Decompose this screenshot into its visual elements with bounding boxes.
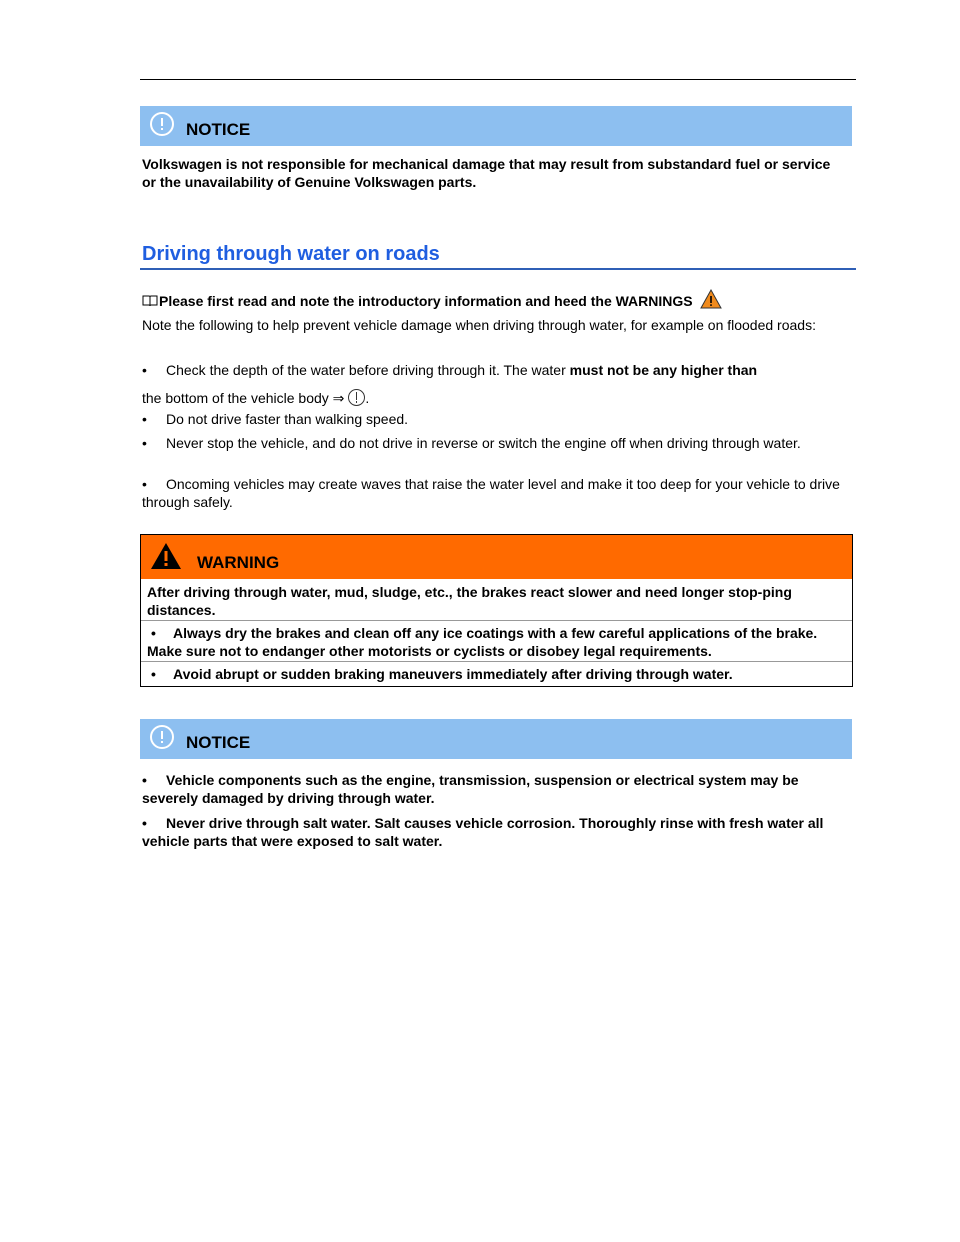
bullet-text: Always dry the brakes and clean off any ice coatings with a few careful applications of the brake. Make sure not to endanger other motorists or cyclists or disobey legal requirements.: [147, 625, 818, 659]
warning-box: [140, 534, 853, 687]
list-item: • Never drive through salt water. Salt causes vehicle corrosion. Thoroughly rinse with fresh water all vehicle parts that were exposed to salt water.: [142, 814, 854, 850]
bullet-text: Do not drive faster than walking speed.: [166, 411, 409, 427]
bullet-continuation-text: the bottom of the vehicle body ⇒: [142, 390, 345, 406]
notice-header-1: [140, 106, 852, 146]
bullet-continuation: [142, 389, 854, 407]
list-item: • Always dry the brakes and clean off any ice coatings with a few careful applications of the brake. Make sure not to endanger other motorists or cyclists or disobey legal requirements.: [147, 624, 847, 660]
notice-title: NOTICE: [186, 733, 251, 752]
section-rule: [140, 268, 856, 270]
section-title: Driving through water on roads: [142, 243, 440, 265]
intro-line: [142, 289, 722, 310]
warning-title: WARNING: [197, 553, 280, 572]
list-item: • Avoid abrupt or sudden braking maneuvers immediately after driving through water.: [147, 665, 847, 683]
top-rule: [140, 79, 856, 80]
list-item: • Vehicle components such as the engine, transmission, suspension or electrical system may be severely damaged by driving through water.: [142, 771, 854, 807]
warning-triangle-icon: [149, 541, 183, 571]
list-item: • Oncoming vehicles may create waves that raise the water level and make it too deep for your vehicle to drive through safely.: [142, 475, 854, 511]
bullet-end: .: [365, 390, 370, 406]
list-item: • Check the depth of the water before driving through it. The water must not be any higher than: [142, 362, 758, 378]
notice-text: Volkswagen is not responsible for mechanical damage that may result from substandard fuel or service or the unavailability of Genuine Volkswagen parts.: [142, 156, 831, 190]
warning-triangle-icon[interactable]: [700, 289, 722, 309]
exclamation-circle-icon: [150, 112, 174, 136]
book-icon: [142, 295, 158, 307]
exclamation-circle-icon: [150, 725, 174, 749]
bullet-text: Oncoming vehicles may create waves that raise the water level and make it too deep for your vehicle to drive through safely.: [142, 476, 840, 510]
intro-text[interactable]: Please first read and note the introductory information and heed the WARNINGS: [159, 293, 693, 309]
bullet-bold-text: must not be any higher than: [569, 362, 758, 378]
list-item: • Never stop the vehicle, and do not drive in reverse or switch the engine off when driving through water.: [142, 434, 854, 452]
lead-paragraph: Note the following to help prevent vehicle damage when driving through water, for example on flooded roads:: [142, 317, 816, 333]
warning-header: [141, 535, 852, 579]
bullet-text: Check the depth of the water before driving through it. The water: [166, 362, 570, 378]
bullet-text: Never stop the vehicle, and do not drive in reverse or switch the engine off when driving through water.: [166, 435, 801, 451]
bullet-text: Vehicle components such as the engine, transmission, suspension or electrical system may be severely damaged by driving through water.: [142, 772, 799, 806]
exclamation-circle-icon[interactable]: [348, 389, 365, 406]
divider: [141, 620, 852, 621]
divider: [141, 661, 852, 662]
list-item: • Do not drive faster than walking speed.: [142, 410, 854, 428]
warning-text: After driving through water, mud, sludge, etc., the brakes react slower and need longer stop-ping distances.: [147, 584, 792, 618]
notice-title: NOTICE: [186, 120, 251, 139]
bullet-text: Avoid abrupt or sudden braking maneuvers immediately after driving through water.: [173, 666, 733, 682]
bullet-text: Never drive through salt water. Salt causes vehicle corrosion. Thoroughly rinse with fresh water all vehicle parts that were exposed to salt water.: [142, 815, 824, 849]
notice-header-2: [140, 719, 852, 759]
